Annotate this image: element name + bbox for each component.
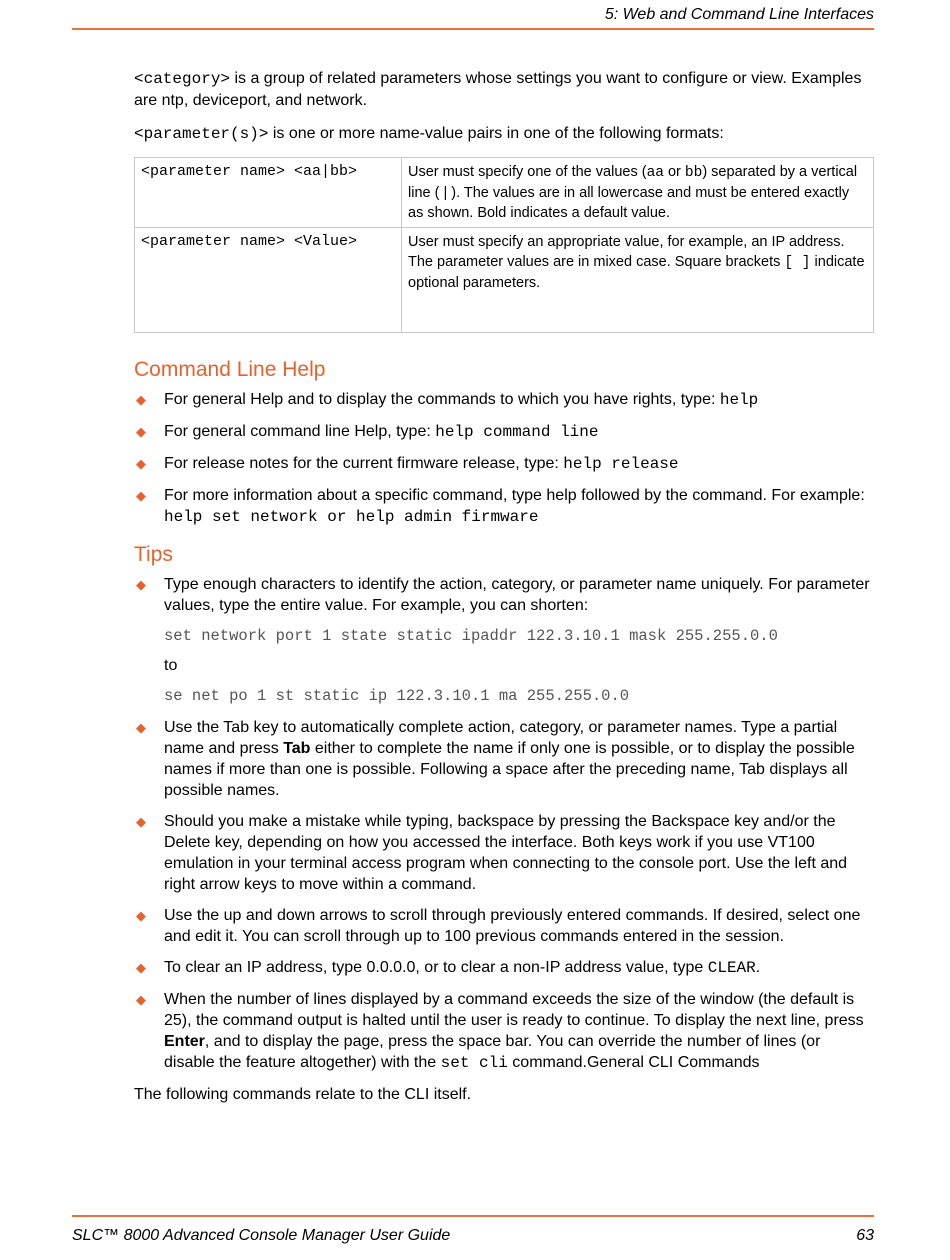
diamond-bullet-icon: ◆ xyxy=(136,992,146,1007)
page-content xyxy=(134,68,874,1105)
diamond-bullet-icon: ◆ xyxy=(136,456,146,471)
diamond-bullet-icon: ◆ xyxy=(136,488,146,503)
list-item: ◆ Use the Tab key to automatically complete action, category, or parameter names. Type a partial name and press Tab either to complete the name if only one is possible, or to display the possible names if more than one is possible. Following a space after the preceding name, Tab displays all possible names. xyxy=(136,719,855,799)
diamond-bullet-icon: ◆ xyxy=(136,814,146,829)
diamond-bullet-icon: ◆ xyxy=(136,720,146,735)
description-cell: User must specify one of the values (aa or bb) separated by a vertical line ( | ). The values are in all lowercase and must be entered exactly as shown. Bold indicates a default value. xyxy=(402,158,874,228)
parameter-format-table xyxy=(134,157,874,333)
list-item: ◆ Type enough characters to identify the action, category, or parameter name uniquely. For parameter values, type the entire value. For example, you can shorten: set network port 1 state static ipaddr 122.3.10.1 mask 255.255.0.0 to se net po 1 st static ip 122.3.10.1 ma 255.255.0.0 xyxy=(134,574,874,707)
page-number: 63 xyxy=(856,1227,874,1244)
page-header: 5: Web and Command Line Interfaces xyxy=(604,6,874,23)
list-item: ◆ For general Help and to display the commands to which you have rights, type: help xyxy=(136,391,759,409)
category-code: <category> xyxy=(134,70,231,88)
format-cell: <parameter name> <Value> xyxy=(135,228,402,333)
parameters-paragraph xyxy=(134,123,874,145)
format-cell: <parameter name> <aa|bb> xyxy=(135,158,402,228)
tips-list xyxy=(134,574,874,1074)
code-example: se net po 1 st static ip 122.3.10.1 ma 255.255.0.0 xyxy=(164,687,630,705)
tips-heading: Tips xyxy=(134,543,173,566)
list-item: ◆ To clear an IP address, type 0.0.0.0, or to clear a non-IP address value, type CLEAR. xyxy=(136,959,761,977)
list-item: ◆ When the number of lines displayed by a command exceeds the size of the window (the default is 25), the command output is halted until the user is ready to continue. To display the next line, press Enter, and to display the page, press the space bar. You can override the number of lines (or disable the feature altogether) with the set cli command.General CLI Commands xyxy=(136,991,864,1072)
code-example: set network port 1 state static ipaddr 122.3.10.1 mask 255.255.0.0 xyxy=(164,627,778,645)
list-item: ◆ For more information about a specific command, type help followed by the command. For example: help set network or help admin firmware xyxy=(136,487,865,526)
diamond-bullet-icon: ◆ xyxy=(136,577,146,592)
list-item: ◆ Should you make a mistake while typing, backspace by pressing the Backspace key and/or the Delete key, depending on how you accessed the interface. Both keys work if you use VT100 emulation in your terminal access program when connecting to the console port. Use the left and right arrow keys to move within a command. xyxy=(136,813,848,893)
diamond-bullet-icon: ◆ xyxy=(136,424,146,439)
footer-title: SLC™ 8000 Advanced Console Manager User Guide xyxy=(72,1227,451,1244)
category-paragraph xyxy=(134,68,874,111)
diamond-bullet-icon: ◆ xyxy=(136,960,146,975)
footer-rule xyxy=(72,1215,874,1217)
diamond-bullet-icon: ◆ xyxy=(136,908,146,923)
header-rule xyxy=(72,28,874,30)
diamond-bullet-icon: ◆ xyxy=(136,392,146,407)
list-item: ◆ For general command line Help, type: help command line xyxy=(136,423,599,441)
command-line-help-list xyxy=(134,389,874,528)
list-item: ◆ For release notes for the current firmware release, type: help release xyxy=(136,455,679,473)
parameters-code: <parameter(s)> xyxy=(134,125,269,143)
table-row xyxy=(135,158,874,228)
description-cell: User must specify an appropriate value, for example, an IP address. The parameter values are in mixed case. Square brackets [ ] indicate optional parameters. xyxy=(402,228,874,333)
list-item: ◆ Use the up and down arrows to scroll through previously entered commands. If desired, select one and edit it. You can scroll through up to 100 previous commands entered in the session. xyxy=(136,907,861,945)
category-text: is a group of related parameters whose settings you want to configure or view. Examples are ntp, deviceport, and network. xyxy=(134,70,862,109)
command-line-help-heading: Command Line Help xyxy=(134,358,326,381)
table-row xyxy=(135,228,874,333)
closing-paragraph: The following commands relate to the CLI itself. xyxy=(134,1086,472,1103)
parameters-text: is one or more name-value pairs in one of the following formats: xyxy=(268,125,724,142)
to-text: to xyxy=(164,657,178,674)
